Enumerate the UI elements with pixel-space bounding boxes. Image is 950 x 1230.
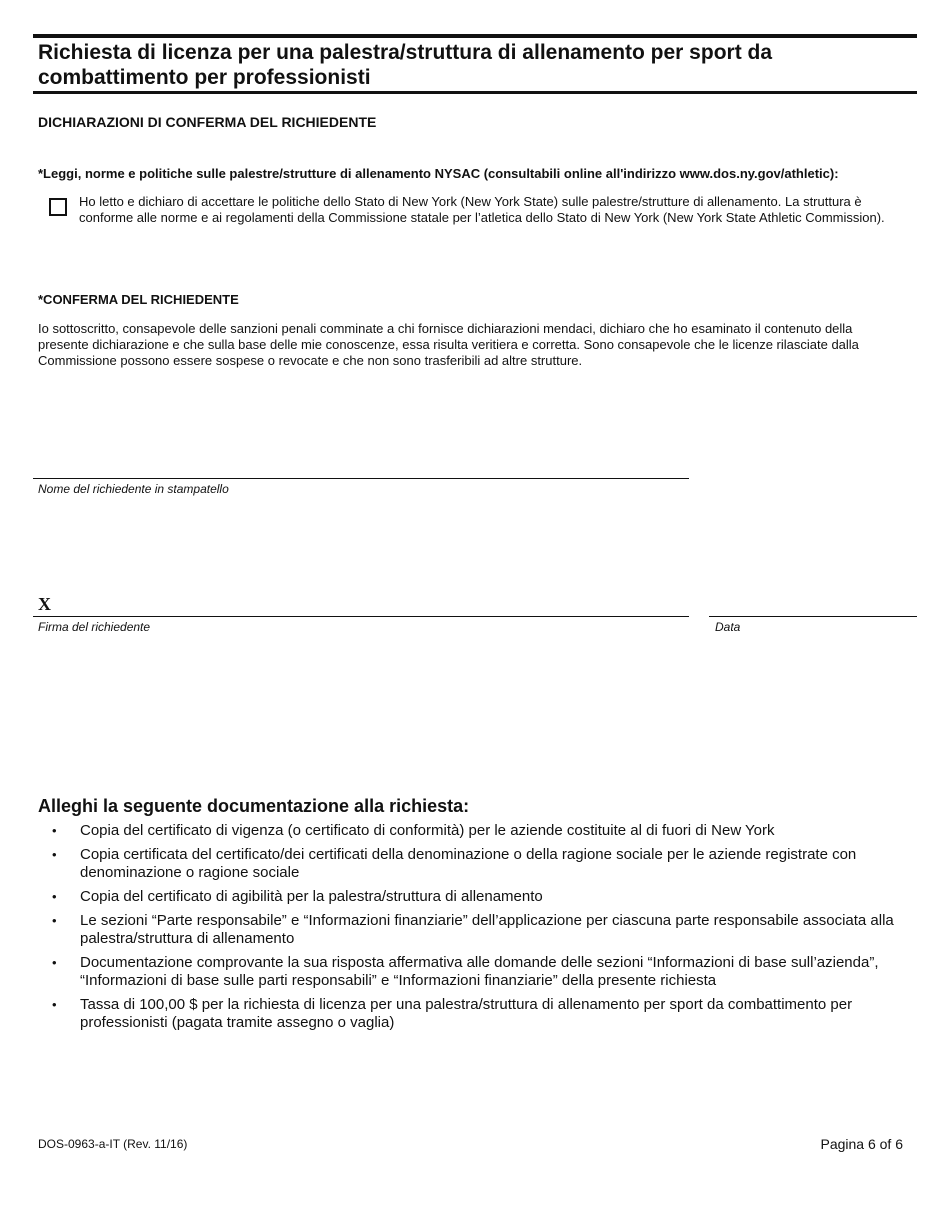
- list-item: [38, 846, 910, 882]
- page-title: Richiesta di licenza per una palestra/struttura di allenamento per sport da combattimento per professionisti: [38, 41, 773, 89]
- rules-checkbox-text: Ho letto e dichiaro di accettare le politiche dello Stato di New York (New York State) sulle palestre/strutture di allenamento. La struttura è conforme alle norme e ai regolamenti della Commissione statale per l’atletica dello Stato di New York (New York State Athletic Commission).: [79, 194, 885, 225]
- confirmation-heading: *CONFERMA DEL RICHIEDENTE: [38, 292, 239, 307]
- header-bottom-rule: [33, 91, 917, 94]
- rules-accept-checkbox[interactable]: [49, 198, 67, 216]
- signature-caption: Firma del richiedente: [38, 620, 151, 634]
- list-item: [38, 822, 910, 840]
- declarations-heading: DICHIARAZIONI DI CONFERMA DEL RICHIEDENTE: [38, 114, 377, 130]
- bullet-icon: •: [52, 823, 57, 838]
- attachments-title: Alleghi la seguente documentazione alla richiesta:: [38, 796, 470, 816]
- signature-field[interactable]: [33, 616, 689, 617]
- attachment-text: Le sezioni “Parte responsabile” e “Informazioni finanziarie” dell’applicazione per ciascuna parte responsabile associata alla palestra/struttura di allenamento: [80, 912, 894, 947]
- bullet-icon: •: [52, 889, 57, 904]
- printed-name-caption: Nome del richiedente in stampatello: [38, 482, 229, 496]
- bullet-icon: •: [52, 913, 57, 928]
- date-field[interactable]: [709, 616, 917, 617]
- bullet-icon: •: [52, 955, 57, 970]
- list-item: [38, 954, 910, 990]
- attachment-text: Documentazione comprovante la sua risposta affermativa alle domande delle sezioni “Informazioni di base sull’azienda”, “Informazioni di base sulle parti responsabili” e “Informazioni finanziarie” della presente richiesta: [80, 954, 879, 989]
- page-number: Pagina 6 of 6: [820, 1136, 903, 1152]
- signature-x-mark: X: [38, 594, 51, 614]
- bullet-icon: •: [52, 847, 57, 862]
- rules-heading: *Leggi, norme e politiche sulle palestre/strutture di allenamento NYSAC (consultabili online all'indirizzo www.dos.ny.gov/athletic):: [38, 166, 839, 181]
- date-caption: Data: [715, 620, 741, 634]
- list-item: [38, 996, 910, 1032]
- list-item: [38, 888, 910, 906]
- attachments-list: [38, 822, 910, 1038]
- form-id: DOS-0963-a-IT (Rev. 11/16): [38, 1137, 188, 1151]
- attachment-text: Copia del certificato di agibilità per la palestra/struttura di allenamento: [80, 888, 543, 905]
- confirmation-text: Io sottoscritto, consapevole delle sanzioni penali comminate a chi fornisce dichiarazioni mendaci, dichiaro che ho esaminato il contenuto della presente dichiarazione e che sulla base delle mie conoscenze, essa risulta veritiera e corretta. Sono consapevole che le licenze rilasciate dalla Commissione possono essere sospese o revocate e che non sono trasferibili ad altre strutture.: [38, 321, 859, 368]
- list-item: [38, 912, 910, 948]
- header-top-rule: [33, 34, 917, 38]
- bullet-icon: •: [52, 997, 57, 1012]
- attachment-text: Copia del certificato di vigenza (o certificato di conformità) per le aziende costituite al di fuori di New York: [80, 822, 775, 839]
- printed-name-field[interactable]: [33, 478, 689, 479]
- attachment-text: Tassa di 100,00 $ per la richiesta di licenza per una palestra/struttura di allenamento per sport da combattimento per professionisti (pagata tramite assegno o vaglia): [80, 996, 853, 1031]
- attachment-text: Copia certificata del certificato/dei certificati della denominazione o della ragione sociale per le aziende registrate con denominazione o ragione sociale: [80, 846, 857, 881]
